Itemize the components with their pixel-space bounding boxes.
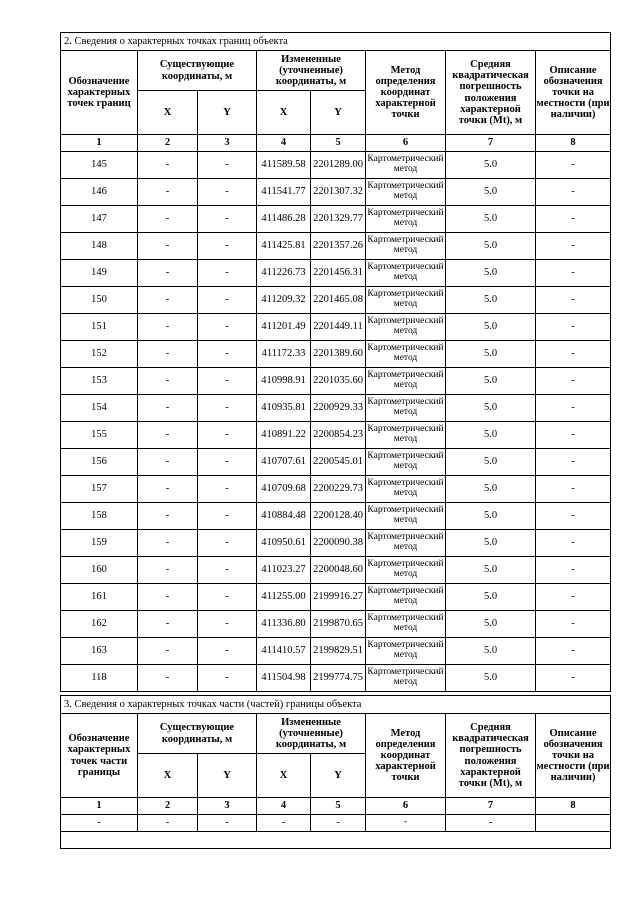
cell-existing-y: - [198, 395, 257, 422]
table-row [61, 530, 611, 557]
cell-point-number: 146 [61, 179, 138, 206]
cell-description: - [536, 287, 611, 314]
col-number: 1 [61, 135, 138, 152]
cell-accuracy: 5.0 [446, 503, 536, 530]
cell-existing-x: - [138, 314, 198, 341]
col-number: 1 [61, 798, 138, 815]
characteristic-points-table [60, 32, 611, 692]
cell-method: Картометрический метод [366, 260, 446, 287]
cell-existing-y: - [198, 638, 257, 665]
cell-existing-x: - [138, 341, 198, 368]
cell-method: Картометрический метод [366, 152, 446, 179]
cell-existing-x: - [138, 611, 198, 638]
col-number: 3 [198, 798, 257, 815]
col-number: 5 [311, 798, 366, 815]
cell-existing-x: - [138, 530, 198, 557]
cell-coord-x: 410935.81 [257, 395, 311, 422]
cell-existing-y: - [198, 665, 257, 692]
header-existing-coords: Существующие координаты, м [138, 714, 257, 754]
cell-accuracy: 5.0 [446, 179, 536, 206]
cell-point-number: 152 [61, 341, 138, 368]
cell-accuracy: 5.0 [446, 449, 536, 476]
cell-coord-y: 2201307.32 [311, 179, 366, 206]
cell-description: - [536, 314, 611, 341]
table-row [61, 260, 611, 287]
header-point-designation: Обозначение характерных точек части границы [61, 714, 138, 798]
cell-coord-y: 2199829.51 [311, 638, 366, 665]
cell-description: - [536, 233, 611, 260]
table-row [61, 476, 611, 503]
cell-method: Картометрический метод [366, 557, 446, 584]
section-title: 3. Сведения о характерных точках части (частей) границы объекта [61, 696, 611, 714]
col-number: 3 [198, 135, 257, 152]
table-row [61, 815, 611, 832]
col-number: 6 [366, 135, 446, 152]
cell-coord-y: 2200128.40 [311, 503, 366, 530]
cell-accuracy: 5.0 [446, 611, 536, 638]
cell-method: Картометрический метод [366, 449, 446, 476]
header-changed-coords: Измененные (уточненные) координаты, м [257, 714, 366, 754]
table-row [61, 422, 611, 449]
cell-method: Картометрический метод [366, 503, 446, 530]
cell-coord-x: 411209.32 [257, 287, 311, 314]
col-number: 6 [366, 798, 446, 815]
cell-point-number: 154 [61, 395, 138, 422]
cell-existing-x: - [138, 557, 198, 584]
cell-coord-y: 2199916.27 [311, 584, 366, 611]
cell-existing-x: - [138, 503, 198, 530]
cell-coord-y: - [311, 815, 366, 832]
cell-accuracy: 5.0 [446, 422, 536, 449]
header-existing-x: X [138, 91, 198, 135]
cell-method: Картометрический метод [366, 584, 446, 611]
cell-coord-x: 411023.27 [257, 557, 311, 584]
cell-description: - [536, 665, 611, 692]
cell-accuracy: 5.0 [446, 476, 536, 503]
header-existing-y: Y [198, 754, 257, 798]
cell-description: - [536, 611, 611, 638]
cell-coord-y: 2200229.73 [311, 476, 366, 503]
cell-point-number: 161 [61, 584, 138, 611]
cell-description: - [536, 341, 611, 368]
cell-accuracy: 5.0 [446, 638, 536, 665]
cell-coord-y: 2200048.60 [311, 557, 366, 584]
cell-coord-x: 411504.98 [257, 665, 311, 692]
header-changed-y: Y [311, 754, 366, 798]
cell-existing-x: - [138, 449, 198, 476]
table-row [61, 557, 611, 584]
cell-point-number: 148 [61, 233, 138, 260]
cell-existing-y: - [198, 557, 257, 584]
cell-coord-x: 411255.00 [257, 584, 311, 611]
cell-coord-x: 411172.33 [257, 341, 311, 368]
col-number: 8 [536, 798, 611, 815]
header-existing-y: Y [198, 91, 257, 135]
cell-method: Картометрический метод [366, 530, 446, 557]
col-number: 2 [138, 135, 198, 152]
cell-existing-x: - [138, 422, 198, 449]
cell-description [536, 815, 611, 832]
cell-existing-y: - [198, 287, 257, 314]
header-changed-x: X [257, 91, 311, 135]
cell-accuracy: 5.0 [446, 260, 536, 287]
part-boundary-points-table [60, 695, 611, 849]
cell-existing-x: - [138, 206, 198, 233]
cell-method: Картометрический метод [366, 476, 446, 503]
cell-existing-y: - [198, 152, 257, 179]
table-row [61, 368, 611, 395]
header-changed-x: X [257, 754, 311, 798]
cell-existing-x: - [138, 476, 198, 503]
cell-coord-y: 2201329.77 [311, 206, 366, 233]
cell-point-number: 158 [61, 503, 138, 530]
cell-coord-x: 411486.28 [257, 206, 311, 233]
table-row [61, 206, 611, 233]
empty-cell [61, 832, 611, 849]
cell-accuracy: 5.0 [446, 557, 536, 584]
cell-description: - [536, 503, 611, 530]
cell-coord-y: 2201465.08 [311, 287, 366, 314]
header-changed-y: Y [311, 91, 366, 135]
cell-point-number: 153 [61, 368, 138, 395]
header-changed-coords: Измененные (уточненные) координаты, м [257, 51, 366, 91]
cell-existing-x: - [138, 584, 198, 611]
cell-method: Картометрический метод [366, 206, 446, 233]
cell-accuracy: 5.0 [446, 341, 536, 368]
cell-coord-y: 2199774.75 [311, 665, 366, 692]
cell-method: Картометрический метод [366, 665, 446, 692]
cell-point-number: 159 [61, 530, 138, 557]
cell-coord-x: - [257, 815, 311, 832]
cell-description: - [536, 449, 611, 476]
cell-coord-x: 410950.61 [257, 530, 311, 557]
cell-existing-x: - [138, 395, 198, 422]
cell-coord-x: 411410.57 [257, 638, 311, 665]
cell-existing-y: - [198, 314, 257, 341]
cell-accuracy: 5.0 [446, 368, 536, 395]
cell-coord-x: 411336.80 [257, 611, 311, 638]
cell-point-number: 147 [61, 206, 138, 233]
col-number: 8 [536, 135, 611, 152]
cell-accuracy: 5.0 [446, 665, 536, 692]
header-description: Описание обозначения точки на местности (при наличии) [536, 51, 611, 135]
cell-existing-y: - [198, 611, 257, 638]
col-number: 5 [311, 135, 366, 152]
table-row [61, 152, 611, 179]
cell-existing-y: - [198, 530, 257, 557]
cell-point-number: 160 [61, 557, 138, 584]
cell-accuracy: 5.0 [446, 152, 536, 179]
cell-existing-y: - [198, 584, 257, 611]
cell-method: - [366, 815, 446, 832]
cell-point-number: 145 [61, 152, 138, 179]
cell-coord-x: 410884.48 [257, 503, 311, 530]
cell-description: - [536, 152, 611, 179]
cell-existing-y: - [198, 503, 257, 530]
cell-existing-y: - [198, 476, 257, 503]
cell-coord-x: 411226.73 [257, 260, 311, 287]
cell-coord-y: 2201289.00 [311, 152, 366, 179]
cell-existing-x: - [138, 638, 198, 665]
header-description: Описание обозначения точки на местности (при наличии) [536, 714, 611, 798]
cell-coord-y: 2201035.60 [311, 368, 366, 395]
header-accuracy: Средняя квадратическая погрешность положения характерной точки (Mt), м [446, 51, 536, 135]
cell-description: - [536, 530, 611, 557]
cell-accuracy: 5.0 [446, 530, 536, 557]
header-method: Метод определения координат характерной точки [366, 714, 446, 798]
cell-existing-y: - [198, 449, 257, 476]
table-row [61, 584, 611, 611]
cell-coord-x: 411589.58 [257, 152, 311, 179]
cell-coord-x: 411541.77 [257, 179, 311, 206]
cell-existing-x: - [138, 152, 198, 179]
cell-point-number: 163 [61, 638, 138, 665]
cell-point-number: 151 [61, 314, 138, 341]
cell-accuracy: - [446, 815, 536, 832]
cell-method: Картометрический метод [366, 611, 446, 638]
cell-coord-x: 411201.49 [257, 314, 311, 341]
header-accuracy: Средняя квадратическая погрешность положения характерной точки (Mt), м [446, 714, 536, 798]
cell-existing-y: - [198, 206, 257, 233]
cell-accuracy: 5.0 [446, 233, 536, 260]
cell-coord-y: 2201456.31 [311, 260, 366, 287]
cell-coord-x: 410709.68 [257, 476, 311, 503]
cell-existing-y: - [198, 341, 257, 368]
cell-existing-x: - [138, 179, 198, 206]
cell-existing-y: - [198, 815, 257, 832]
col-number: 4 [257, 798, 311, 815]
cell-coord-y: 2201357.26 [311, 233, 366, 260]
cell-accuracy: 5.0 [446, 287, 536, 314]
table-row [61, 287, 611, 314]
section-title: 2. Сведения о характерных точках границ объекта [61, 33, 611, 51]
table-row [61, 341, 611, 368]
table-row [61, 638, 611, 665]
cell-point-number: 149 [61, 260, 138, 287]
cell-existing-x: - [138, 665, 198, 692]
cell-coord-y: 2200929.33 [311, 395, 366, 422]
cell-existing-x: - [138, 287, 198, 314]
col-number: 7 [446, 798, 536, 815]
cell-method: Картометрический метод [366, 314, 446, 341]
cell-method: Картометрический метод [366, 368, 446, 395]
table-row [61, 665, 611, 692]
cell-description: - [536, 395, 611, 422]
cell-existing-y: - [198, 260, 257, 287]
table-row [61, 449, 611, 476]
table-row [61, 314, 611, 341]
col-number: 2 [138, 798, 198, 815]
cell-point-number: 156 [61, 449, 138, 476]
header-existing-coords: Существующие координаты, м [138, 51, 257, 91]
cell-coord-y: 2201389.60 [311, 341, 366, 368]
cell-existing-x: - [138, 368, 198, 395]
cell-method: Картометрический метод [366, 287, 446, 314]
cell-method: Картометрический метод [366, 395, 446, 422]
cell-method: Картометрический метод [366, 179, 446, 206]
cell-point-number: 162 [61, 611, 138, 638]
cell-point-number: 155 [61, 422, 138, 449]
cell-point-number: 150 [61, 287, 138, 314]
cell-existing-x: - [138, 260, 198, 287]
table-row [61, 503, 611, 530]
cell-description: - [536, 638, 611, 665]
cell-existing-y: - [198, 233, 257, 260]
cell-coord-x: 410998.91 [257, 368, 311, 395]
cell-method: Картометрический метод [366, 638, 446, 665]
cell-existing-y: - [198, 368, 257, 395]
cell-coord-y: 2201449.11 [311, 314, 366, 341]
header-existing-x: X [138, 754, 198, 798]
cell-description: - [536, 206, 611, 233]
cell-point-number: 118 [61, 665, 138, 692]
cell-existing-y: - [198, 179, 257, 206]
cell-coord-y: 2200545.01 [311, 449, 366, 476]
cell-point-number: 157 [61, 476, 138, 503]
cell-accuracy: 5.0 [446, 314, 536, 341]
table-row [61, 233, 611, 260]
header-method: Метод определения координат характерной точки [366, 51, 446, 135]
cell-coord-x: 411425.81 [257, 233, 311, 260]
cell-coord-y: 2200090.38 [311, 530, 366, 557]
empty-row [61, 832, 611, 849]
cell-existing-x: - [138, 815, 198, 832]
col-number: 7 [446, 135, 536, 152]
cell-coord-y: 2200854.23 [311, 422, 366, 449]
cell-method: Картометрический метод [366, 422, 446, 449]
cell-description: - [536, 422, 611, 449]
cell-description: - [536, 368, 611, 395]
cell-existing-x: - [138, 233, 198, 260]
cell-description: - [536, 260, 611, 287]
cell-accuracy: 5.0 [446, 206, 536, 233]
cell-point-number: - [61, 815, 138, 832]
cell-existing-y: - [198, 422, 257, 449]
cell-method: Картометрический метод [366, 341, 446, 368]
cell-accuracy: 5.0 [446, 395, 536, 422]
cell-coord-x: 410891.22 [257, 422, 311, 449]
cell-description: - [536, 557, 611, 584]
table-row [61, 179, 611, 206]
cell-description: - [536, 179, 611, 206]
cell-description: - [536, 584, 611, 611]
cell-coord-y: 2199870.65 [311, 611, 366, 638]
table-row [61, 611, 611, 638]
col-number: 4 [257, 135, 311, 152]
cell-coord-x: 410707.61 [257, 449, 311, 476]
cell-description: - [536, 476, 611, 503]
cell-accuracy: 5.0 [446, 584, 536, 611]
cell-method: Картометрический метод [366, 233, 446, 260]
table-row [61, 395, 611, 422]
header-point-designation: Обозначение характерных точек границ [61, 51, 138, 135]
